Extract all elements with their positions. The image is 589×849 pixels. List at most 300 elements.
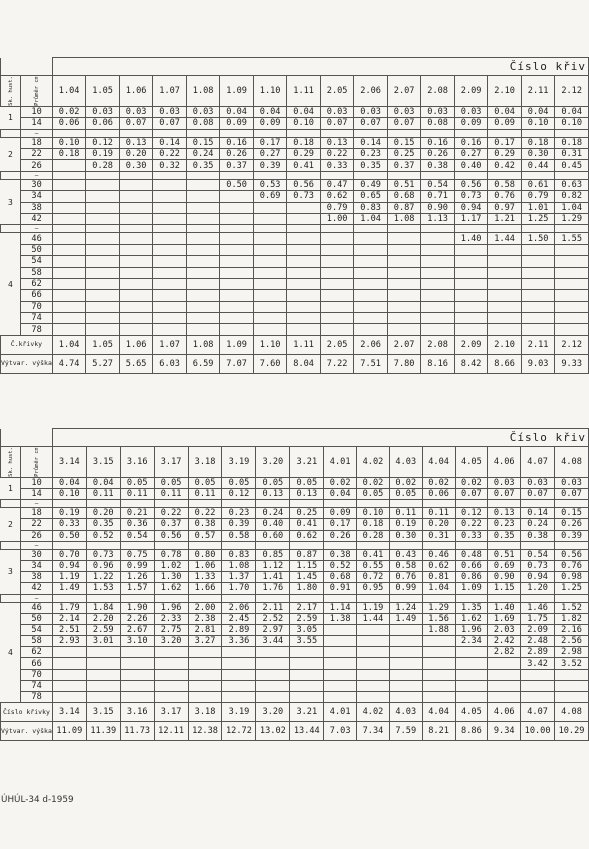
volume-cell: [188, 658, 222, 669]
volume-cell: 2.81: [188, 624, 222, 635]
volume-cell: [555, 301, 589, 312]
volume-cell: 0.86: [455, 572, 488, 583]
separator-cell: [455, 594, 488, 602]
separator-cell: [389, 541, 422, 549]
volume-cell: 0.13: [320, 137, 354, 148]
volume-cell: 0.35: [354, 160, 388, 171]
diameter-cell: 22: [21, 148, 53, 159]
volume-cell: 0.09: [324, 508, 357, 519]
volume-cell: 0.80: [188, 549, 222, 560]
volume-cell: [86, 301, 120, 312]
volume-cell: 0.07: [119, 118, 153, 129]
volume-cell: 0.98: [555, 572, 589, 583]
table-row: [1, 324, 589, 335]
volume-cell: 0.99: [389, 583, 422, 594]
volume-cell: [256, 680, 290, 691]
volume-cell: 0.95: [357, 583, 390, 594]
volume-cell: 1.26: [120, 572, 154, 583]
volume-cell: [220, 301, 254, 312]
volume-cell: 0.02: [389, 477, 422, 488]
volume-cell: 0.07: [354, 118, 388, 129]
curve-column-header: 1.04: [52, 76, 86, 107]
volume-cell: [253, 290, 287, 301]
separator-cell: [555, 500, 589, 508]
volume-cell: [521, 680, 555, 691]
density-class-label: Sk. hust.: [1, 76, 21, 107]
volume-cell: [287, 278, 321, 289]
separator-cell: [357, 594, 390, 602]
volume-cell: [256, 692, 290, 703]
volume-cell: 1.40: [454, 233, 488, 244]
volume-cell: [86, 213, 120, 224]
volume-cell: 0.04: [220, 106, 254, 117]
volume-cell: 0.02: [52, 106, 86, 117]
diameter-cell: 58: [21, 267, 53, 278]
volume-cell: 0.07: [488, 489, 521, 500]
volume-cell: 0.56: [154, 530, 188, 541]
table-row: [1, 278, 589, 289]
volume-cell: 0.26: [324, 530, 357, 541]
volume-cell: 0.58: [488, 179, 522, 190]
volume-cell: 0.94: [52, 560, 86, 571]
volume-cell: [120, 647, 154, 658]
volume-cell: [555, 278, 589, 289]
footer-height-cell: 7.59: [389, 722, 422, 741]
diameter-cell: 18: [21, 508, 53, 519]
volume-cell: 0.07: [521, 489, 555, 500]
volume-cell: [290, 680, 324, 691]
volume-cell: [220, 267, 254, 278]
volume-cell: [153, 179, 187, 190]
volume-cell: [421, 267, 455, 278]
volume-cell: 2.38: [188, 613, 222, 624]
curve-column-header: 3.17: [154, 447, 188, 478]
separator-dash: –: [21, 594, 53, 602]
separator-cell: [153, 225, 187, 233]
diameter-cell: 14: [21, 118, 53, 129]
volume-cell: [488, 692, 521, 703]
volume-cell: 0.33: [455, 530, 488, 541]
volume-cell: 0.39: [555, 530, 589, 541]
diameter-label: Průměr cm: [21, 447, 53, 478]
table-row: [1, 106, 589, 117]
volume-cell: 0.70: [52, 549, 86, 560]
volume-cell: 0.04: [324, 489, 357, 500]
header-blank: [1, 58, 53, 76]
volume-cell: 0.62: [290, 530, 324, 541]
volume-cell: [320, 244, 354, 255]
volume-cell: 0.11: [389, 508, 422, 519]
footer-height-cell: 8.04: [287, 354, 321, 373]
table-row: [1, 148, 589, 159]
volume-cell: 0.33: [320, 160, 354, 171]
volume-cell: 0.05: [389, 489, 422, 500]
volume-cell: [555, 267, 589, 278]
volume-cell: [220, 233, 254, 244]
volume-cell: [220, 202, 254, 213]
diameter-cell: 54: [21, 256, 53, 267]
curve-column-header: 4.07: [521, 447, 555, 478]
separator-cell: [52, 541, 86, 549]
volume-cell: 0.12: [222, 489, 256, 500]
volume-cell: 0.09: [454, 118, 488, 129]
volume-table-lower: [0, 428, 589, 741]
footer-curve-cell: 2.09: [454, 335, 488, 354]
volume-cell: 1.44: [488, 233, 522, 244]
volume-cell: [186, 202, 220, 213]
table-row: [1, 624, 589, 635]
footer-height-cell: 8.66: [488, 354, 522, 373]
volume-cell: [354, 267, 388, 278]
volume-cell: 0.69: [253, 191, 287, 202]
volume-cell: [357, 669, 390, 680]
footer-height-cell: 6.59: [186, 354, 220, 373]
volume-cell: [186, 213, 220, 224]
volume-cell: 0.05: [256, 477, 290, 488]
diameter-cell: 62: [21, 647, 53, 658]
separator-cell: [52, 225, 86, 233]
volume-cell: [287, 324, 321, 335]
volume-cell: 0.04: [52, 477, 86, 488]
volume-cell: [455, 669, 488, 680]
volume-cell: 2.97: [256, 624, 290, 635]
separator-cell: [389, 594, 422, 602]
volume-cell: 0.13: [488, 508, 521, 519]
volume-cell: [324, 669, 357, 680]
volume-cell: 0.12: [455, 508, 488, 519]
volume-cell: 0.50: [52, 530, 86, 541]
volume-cell: [555, 324, 589, 335]
volume-cell: [521, 244, 555, 255]
volume-cell: 0.42: [488, 160, 522, 171]
volume-cell: 0.41: [290, 519, 324, 530]
density-class-cell: 4: [1, 602, 21, 703]
volume-cell: [320, 256, 354, 267]
separator-cell: [222, 594, 256, 602]
separator-cell: [119, 129, 153, 137]
volume-cell: [222, 692, 256, 703]
volume-cell: [86, 324, 120, 335]
volume-cell: [119, 233, 153, 244]
volume-cell: [153, 202, 187, 213]
separator-cell: [256, 500, 290, 508]
separator-cell: [555, 594, 589, 602]
volume-cell: 2.82: [488, 647, 521, 658]
diameter-cell: 50: [21, 244, 53, 255]
volume-cell: [222, 647, 256, 658]
curve-column-header: 1.05: [86, 76, 120, 107]
volume-cell: [119, 290, 153, 301]
separator-cell: [320, 171, 354, 179]
footer-curve-cell: 4.01: [324, 703, 357, 722]
volume-cell: [455, 647, 488, 658]
volume-cell: 0.19: [389, 519, 422, 530]
table-row: [1, 489, 589, 500]
separator-cell: [253, 225, 287, 233]
volume-cell: 0.04: [488, 106, 522, 117]
volume-cell: 0.38: [521, 530, 555, 541]
table-row: [1, 658, 589, 669]
volume-cell: 0.04: [253, 106, 287, 117]
volume-cell: 1.04: [555, 202, 589, 213]
separator-cell: [555, 129, 589, 137]
volume-cell: [186, 256, 220, 267]
volume-cell: 1.55: [555, 233, 589, 244]
volume-cell: 0.90: [488, 572, 521, 583]
footer-height-cell: 11.39: [86, 722, 120, 741]
volume-cell: 2.48: [521, 636, 555, 647]
volume-cell: 1.09: [455, 583, 488, 594]
volume-cell: [86, 267, 120, 278]
volume-cell: [354, 290, 388, 301]
volume-cell: 0.54: [421, 179, 455, 190]
volume-cell: 0.72: [357, 572, 390, 583]
curve-column-header: 2.10: [488, 76, 522, 107]
table-row: [1, 647, 589, 658]
volume-cell: 0.18: [357, 519, 390, 530]
volume-cell: 0.30: [119, 160, 153, 171]
volume-cell: 0.05: [154, 477, 188, 488]
volume-cell: 0.39: [253, 160, 287, 171]
volume-cell: [389, 658, 422, 669]
volume-cell: [287, 290, 321, 301]
separator-cell: [186, 225, 220, 233]
volume-cell: 1.06: [188, 560, 222, 571]
separator-cell: [154, 500, 188, 508]
volume-cell: 0.52: [86, 530, 120, 541]
separator-cell: [188, 541, 222, 549]
volume-cell: [354, 256, 388, 267]
separator-cell: [153, 171, 187, 179]
separator-cell: [120, 500, 154, 508]
volume-cell: 0.45: [555, 160, 589, 171]
separator-cell: [220, 129, 254, 137]
diameter-cell: 42: [21, 213, 53, 224]
volume-cell: [119, 244, 153, 255]
table-row: [1, 313, 589, 324]
volume-cell: [387, 324, 421, 335]
separator-cell: [320, 225, 354, 233]
volume-cell: [222, 669, 256, 680]
volume-cell: 0.26: [421, 148, 455, 159]
volume-cell: [52, 278, 86, 289]
volume-cell: [86, 202, 120, 213]
separator-blank: [1, 171, 21, 179]
footer-height-cell: 12.72: [222, 722, 256, 741]
volume-cell: 0.82: [555, 191, 589, 202]
volume-cell: 0.09: [253, 118, 287, 129]
volume-cell: 2.26: [120, 613, 154, 624]
volume-cell: 0.40: [256, 519, 290, 530]
footer-curve-cell: 1.11: [287, 335, 321, 354]
volume-cell: [154, 647, 188, 658]
footer-curve-cell: 1.09: [220, 335, 254, 354]
volume-cell: [488, 244, 522, 255]
volume-cell: [488, 680, 521, 691]
volume-cell: 0.68: [324, 572, 357, 583]
volume-cell: 0.61: [521, 179, 555, 190]
volume-cell: 0.12: [86, 137, 120, 148]
footer-height-cell: 6.03: [153, 354, 187, 373]
volume-cell: [488, 301, 522, 312]
volume-cell: [86, 244, 120, 255]
footer-curve-cell: 3.19: [222, 703, 256, 722]
volume-cell: 1.96: [154, 602, 188, 613]
volume-cell: 0.03: [354, 106, 388, 117]
volume-cell: [188, 692, 222, 703]
volume-cell: [154, 692, 188, 703]
group-separator-row: [1, 225, 589, 233]
volume-cell: 0.23: [354, 148, 388, 159]
volume-cell: 2.03: [488, 624, 521, 635]
volume-cell: 1.46: [521, 602, 555, 613]
separator-cell: [153, 129, 187, 137]
volume-cell: 0.19: [52, 508, 86, 519]
separator-blank: [1, 500, 21, 508]
volume-cell: 0.37: [220, 160, 254, 171]
volume-cell: 0.33: [52, 519, 86, 530]
volume-cell: 0.02: [422, 477, 455, 488]
diameter-cell: 74: [21, 313, 53, 324]
volume-cell: 0.99: [120, 560, 154, 571]
volume-cell: 0.02: [357, 477, 390, 488]
volume-cell: [186, 278, 220, 289]
volume-cell: [320, 267, 354, 278]
volume-cell: [287, 256, 321, 267]
height-footer-label: Výtvar. výška: [1, 722, 53, 741]
footer-height-cell: 13.02: [256, 722, 290, 741]
volume-cell: [357, 680, 390, 691]
diameter-cell: 10: [21, 106, 53, 117]
separator-cell: [422, 500, 455, 508]
volume-cell: [153, 324, 187, 335]
separator-cell: [387, 171, 421, 179]
volume-cell: [119, 324, 153, 335]
separator-cell: [488, 225, 522, 233]
volume-cell: 2.93: [52, 636, 86, 647]
volume-cell: [287, 213, 321, 224]
separator-cell: [86, 594, 120, 602]
curve-column-header: 3.18: [188, 447, 222, 478]
volume-cell: 0.39: [222, 519, 256, 530]
volume-cell: 1.49: [52, 583, 86, 594]
volume-cell: 0.15: [555, 508, 589, 519]
volume-cell: [86, 647, 120, 658]
volume-cell: 0.73: [521, 560, 555, 571]
volume-cell: 0.35: [488, 530, 521, 541]
header-blank: [1, 429, 53, 447]
volume-cell: 3.44: [256, 636, 290, 647]
volume-cell: [555, 669, 589, 680]
footer-height-cell: 8.16: [421, 354, 455, 373]
volume-cell: 0.71: [421, 191, 455, 202]
volume-cell: 0.79: [521, 191, 555, 202]
volume-cell: [188, 680, 222, 691]
volume-cell: 0.10: [357, 508, 390, 519]
footer-curve-cell: 3.17: [154, 703, 188, 722]
volume-cell: 2.06: [222, 602, 256, 613]
volume-cell: [186, 244, 220, 255]
volume-cell: [387, 290, 421, 301]
volume-cell: [154, 658, 188, 669]
volume-cell: [52, 213, 86, 224]
volume-cell: 0.03: [555, 477, 589, 488]
volume-cell: [555, 290, 589, 301]
volume-cell: 0.03: [119, 106, 153, 117]
volume-cell: [290, 669, 324, 680]
diameter-cell: 10: [21, 477, 53, 488]
footer-curve-cell: 4.03: [389, 703, 422, 722]
volume-cell: 1.04: [422, 583, 455, 594]
diameter-cell: 14: [21, 489, 53, 500]
curve-number-heading: Číslo křiv: [52, 58, 588, 76]
curve-column-header: 4.04: [422, 447, 455, 478]
footer-curve-cell: 2.10: [488, 335, 522, 354]
footer-curve-cell: 2.05: [320, 335, 354, 354]
separator-cell: [290, 541, 324, 549]
separator-cell: [290, 500, 324, 508]
volume-cell: [555, 692, 589, 703]
volume-cell: 0.58: [222, 530, 256, 541]
volume-cell: 1.66: [188, 583, 222, 594]
curve-column-header: 3.15: [86, 447, 120, 478]
volume-cell: [253, 267, 287, 278]
volume-cell: [320, 313, 354, 324]
footer-height-cell: 5.27: [86, 354, 120, 373]
volume-cell: 0.05: [120, 477, 154, 488]
volume-cell: 0.05: [357, 489, 390, 500]
volume-cell: 0.44: [521, 160, 555, 171]
volume-cell: [387, 301, 421, 312]
volume-cell: 0.63: [555, 179, 589, 190]
diameter-cell: 46: [21, 233, 53, 244]
volume-cell: [186, 191, 220, 202]
volume-cell: 0.38: [188, 519, 222, 530]
volume-cell: 1.13: [421, 213, 455, 224]
table-row: [1, 602, 589, 613]
volume-cell: 0.11: [86, 489, 120, 500]
volume-cell: [454, 256, 488, 267]
diameter-cell: 70: [21, 669, 53, 680]
volume-cell: [357, 647, 390, 658]
separator-cell: [488, 541, 521, 549]
volume-cell: [253, 202, 287, 213]
table-row: [1, 669, 589, 680]
volume-cell: [454, 313, 488, 324]
volume-cell: [488, 256, 522, 267]
curve-column-header: 4.05: [455, 447, 488, 478]
volume-cell: [52, 290, 86, 301]
footer-height-cell: 8.42: [454, 354, 488, 373]
separator-cell: [521, 171, 555, 179]
volume-cell: [555, 313, 589, 324]
volume-cell: [220, 213, 254, 224]
volume-cell: 0.03: [421, 106, 455, 117]
volume-cell: [389, 692, 422, 703]
volume-cell: [454, 278, 488, 289]
volume-cell: [220, 324, 254, 335]
volume-cell: [421, 256, 455, 267]
volume-cell: 0.76: [488, 191, 522, 202]
volume-cell: 0.78: [154, 549, 188, 560]
volume-cell: [253, 213, 287, 224]
volume-cell: 0.38: [421, 160, 455, 171]
volume-cell: [86, 669, 120, 680]
separator-cell: [253, 171, 287, 179]
volume-cell: 0.03: [320, 106, 354, 117]
volume-cell: 0.47: [320, 179, 354, 190]
volume-cell: 0.29: [287, 148, 321, 159]
